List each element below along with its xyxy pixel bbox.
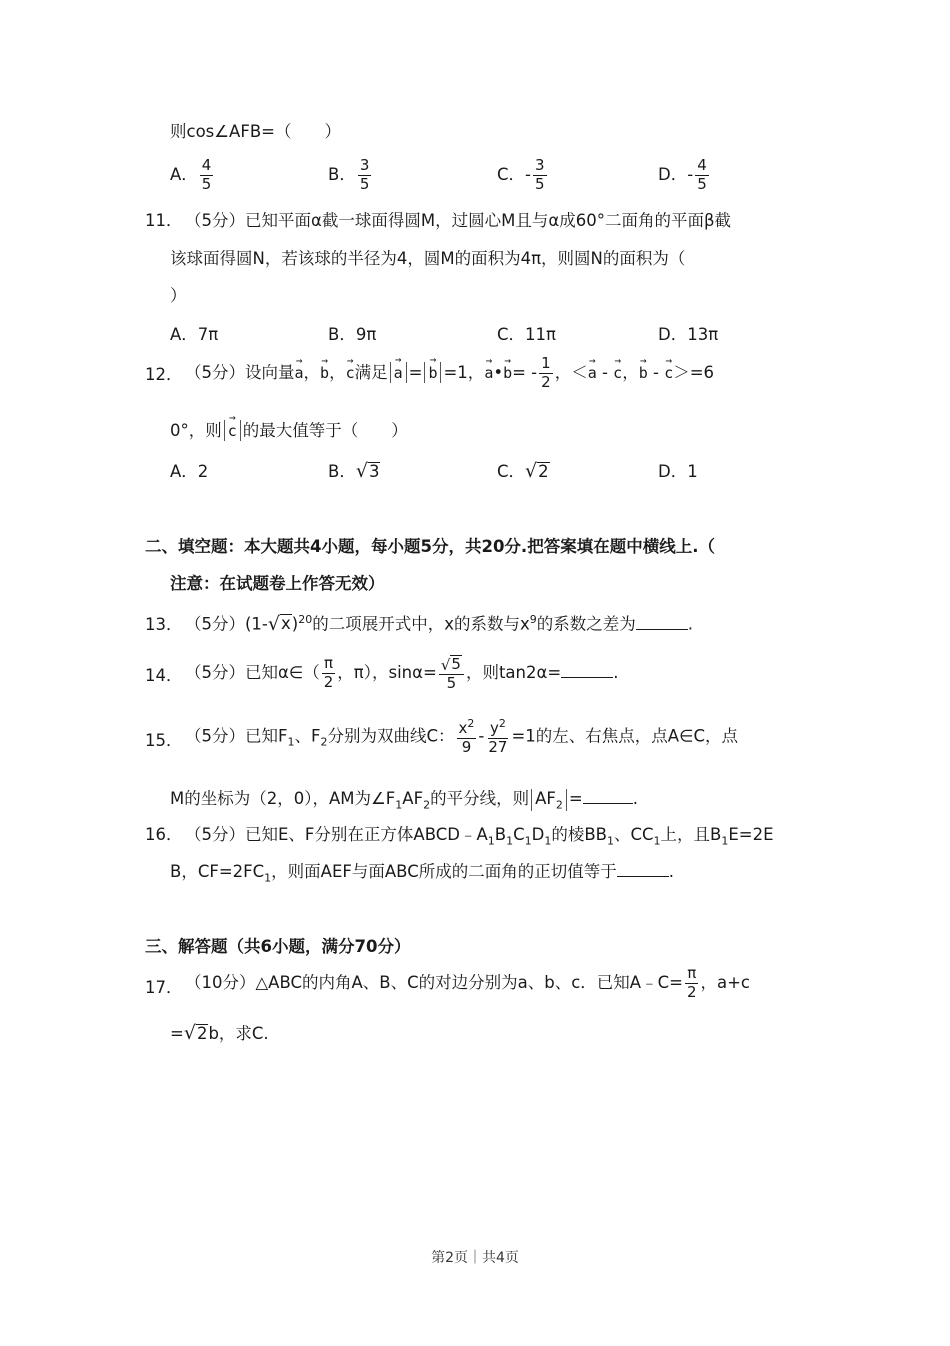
q11-line2: 该球面得圆N，若该球的半径为4，圆M的面积为4π，则圆N的面积为（: [170, 249, 686, 268]
q12-option-c: C． √ 2: [497, 460, 549, 483]
q12-line2: 0°，则→ c 的最大值等于（ ）: [170, 420, 408, 441]
q17-number: 17．: [145, 978, 183, 997]
q11-option-d: D．13π: [658, 325, 719, 344]
q11-number: 11．: [145, 211, 183, 230]
q10-option-d: D．- $\frac{4}{5}$: [658, 156, 707, 193]
q11-option-a: A．7π: [170, 325, 219, 344]
q12-number: 12．: [145, 365, 183, 384]
q11-option-b: B．9π: [328, 325, 377, 344]
q11-line1: （5分）已知平面α截一球面得圆M，过圆心M且与α成60°二面角的平面β截: [185, 211, 731, 230]
q15-line2: M的坐标为（2，0），AM为$\angle F_1AF_2$的平分线，则 $AF_2$ = .: [170, 789, 638, 812]
page-footer: 第2页｜共4页: [431, 1250, 519, 1266]
q15-line1: （5分）已知$F_1$、$F_2$分别为双曲线C： $\frac{x^2}{9}$ - $\frac{y^2}{27}$ =1的左、右焦点，点A∈C，点: [185, 717, 738, 756]
q12-line1: （5分）设向量→ a，→ b，→ c满足→ a =→ b =1，→ a•→ b= - $\frac{1}{2}$ ，＜→ a - → c，→ b - → c＞=6: [185, 356, 714, 391]
q15-number: 15．: [145, 731, 183, 750]
q16-number: 16．: [145, 825, 183, 844]
q12-option-a: A．2: [170, 462, 209, 481]
q12-option-d: D．1: [658, 462, 698, 481]
q10-option-c: C．- $\frac{3}{5}$: [497, 156, 545, 193]
q13-text: （5分）(1- √ x )$^{20}$的二项展开式中，x的系数与$x^9$的系数之差为 .: [185, 612, 693, 635]
section2-heading-line2: 注意：在试题卷上作答无效）: [170, 574, 385, 593]
section2-heading-line1: 二、填空题：本大题共4小题，每小题5分，共20分.把答案填在题中横线上.（: [145, 537, 715, 556]
section3-heading: 三、解答题（共6小题，满分70分）: [145, 937, 411, 956]
q10-option-b: B． $\frac{3}{5}$: [328, 156, 370, 193]
q17-line2: = √ 2 b，求C.: [170, 1022, 269, 1045]
q11-line3: ）: [170, 286, 187, 305]
q10-option-a: A． $\frac{4}{5}$: [170, 156, 212, 193]
q11-option-c: C．11π: [497, 325, 556, 344]
q13-number: 13．: [145, 615, 183, 634]
q10-tail: 则cos∠AFB=（ ）: [170, 122, 341, 141]
q12-option-b: B． √ 3: [328, 460, 380, 483]
q14-number: 14．: [145, 666, 183, 685]
q17-line1: （10分）△ABC的内角A、B、C的对边分别为a、b、c．已知A﹣C= $\frac{\pi}{2}$ ，a+c: [185, 964, 751, 1001]
q16-line1: （5分）已知E、F分别在正方体$ABCD﹣A_1B_1C_1D_1$的棱$BB_1$、$CC_1$上，且$B_1E=2E$: [185, 825, 774, 848]
q14-text: （5分）已知α∈（ $\frac{\pi}{2}$ ，π），sinα= √ 5 5 ，则tan2α= .: [185, 654, 619, 693]
q16-line2: B，$CF=2FC_1$，则面AEF与面ABC所成的二面角的正切值等于 .: [170, 862, 674, 885]
